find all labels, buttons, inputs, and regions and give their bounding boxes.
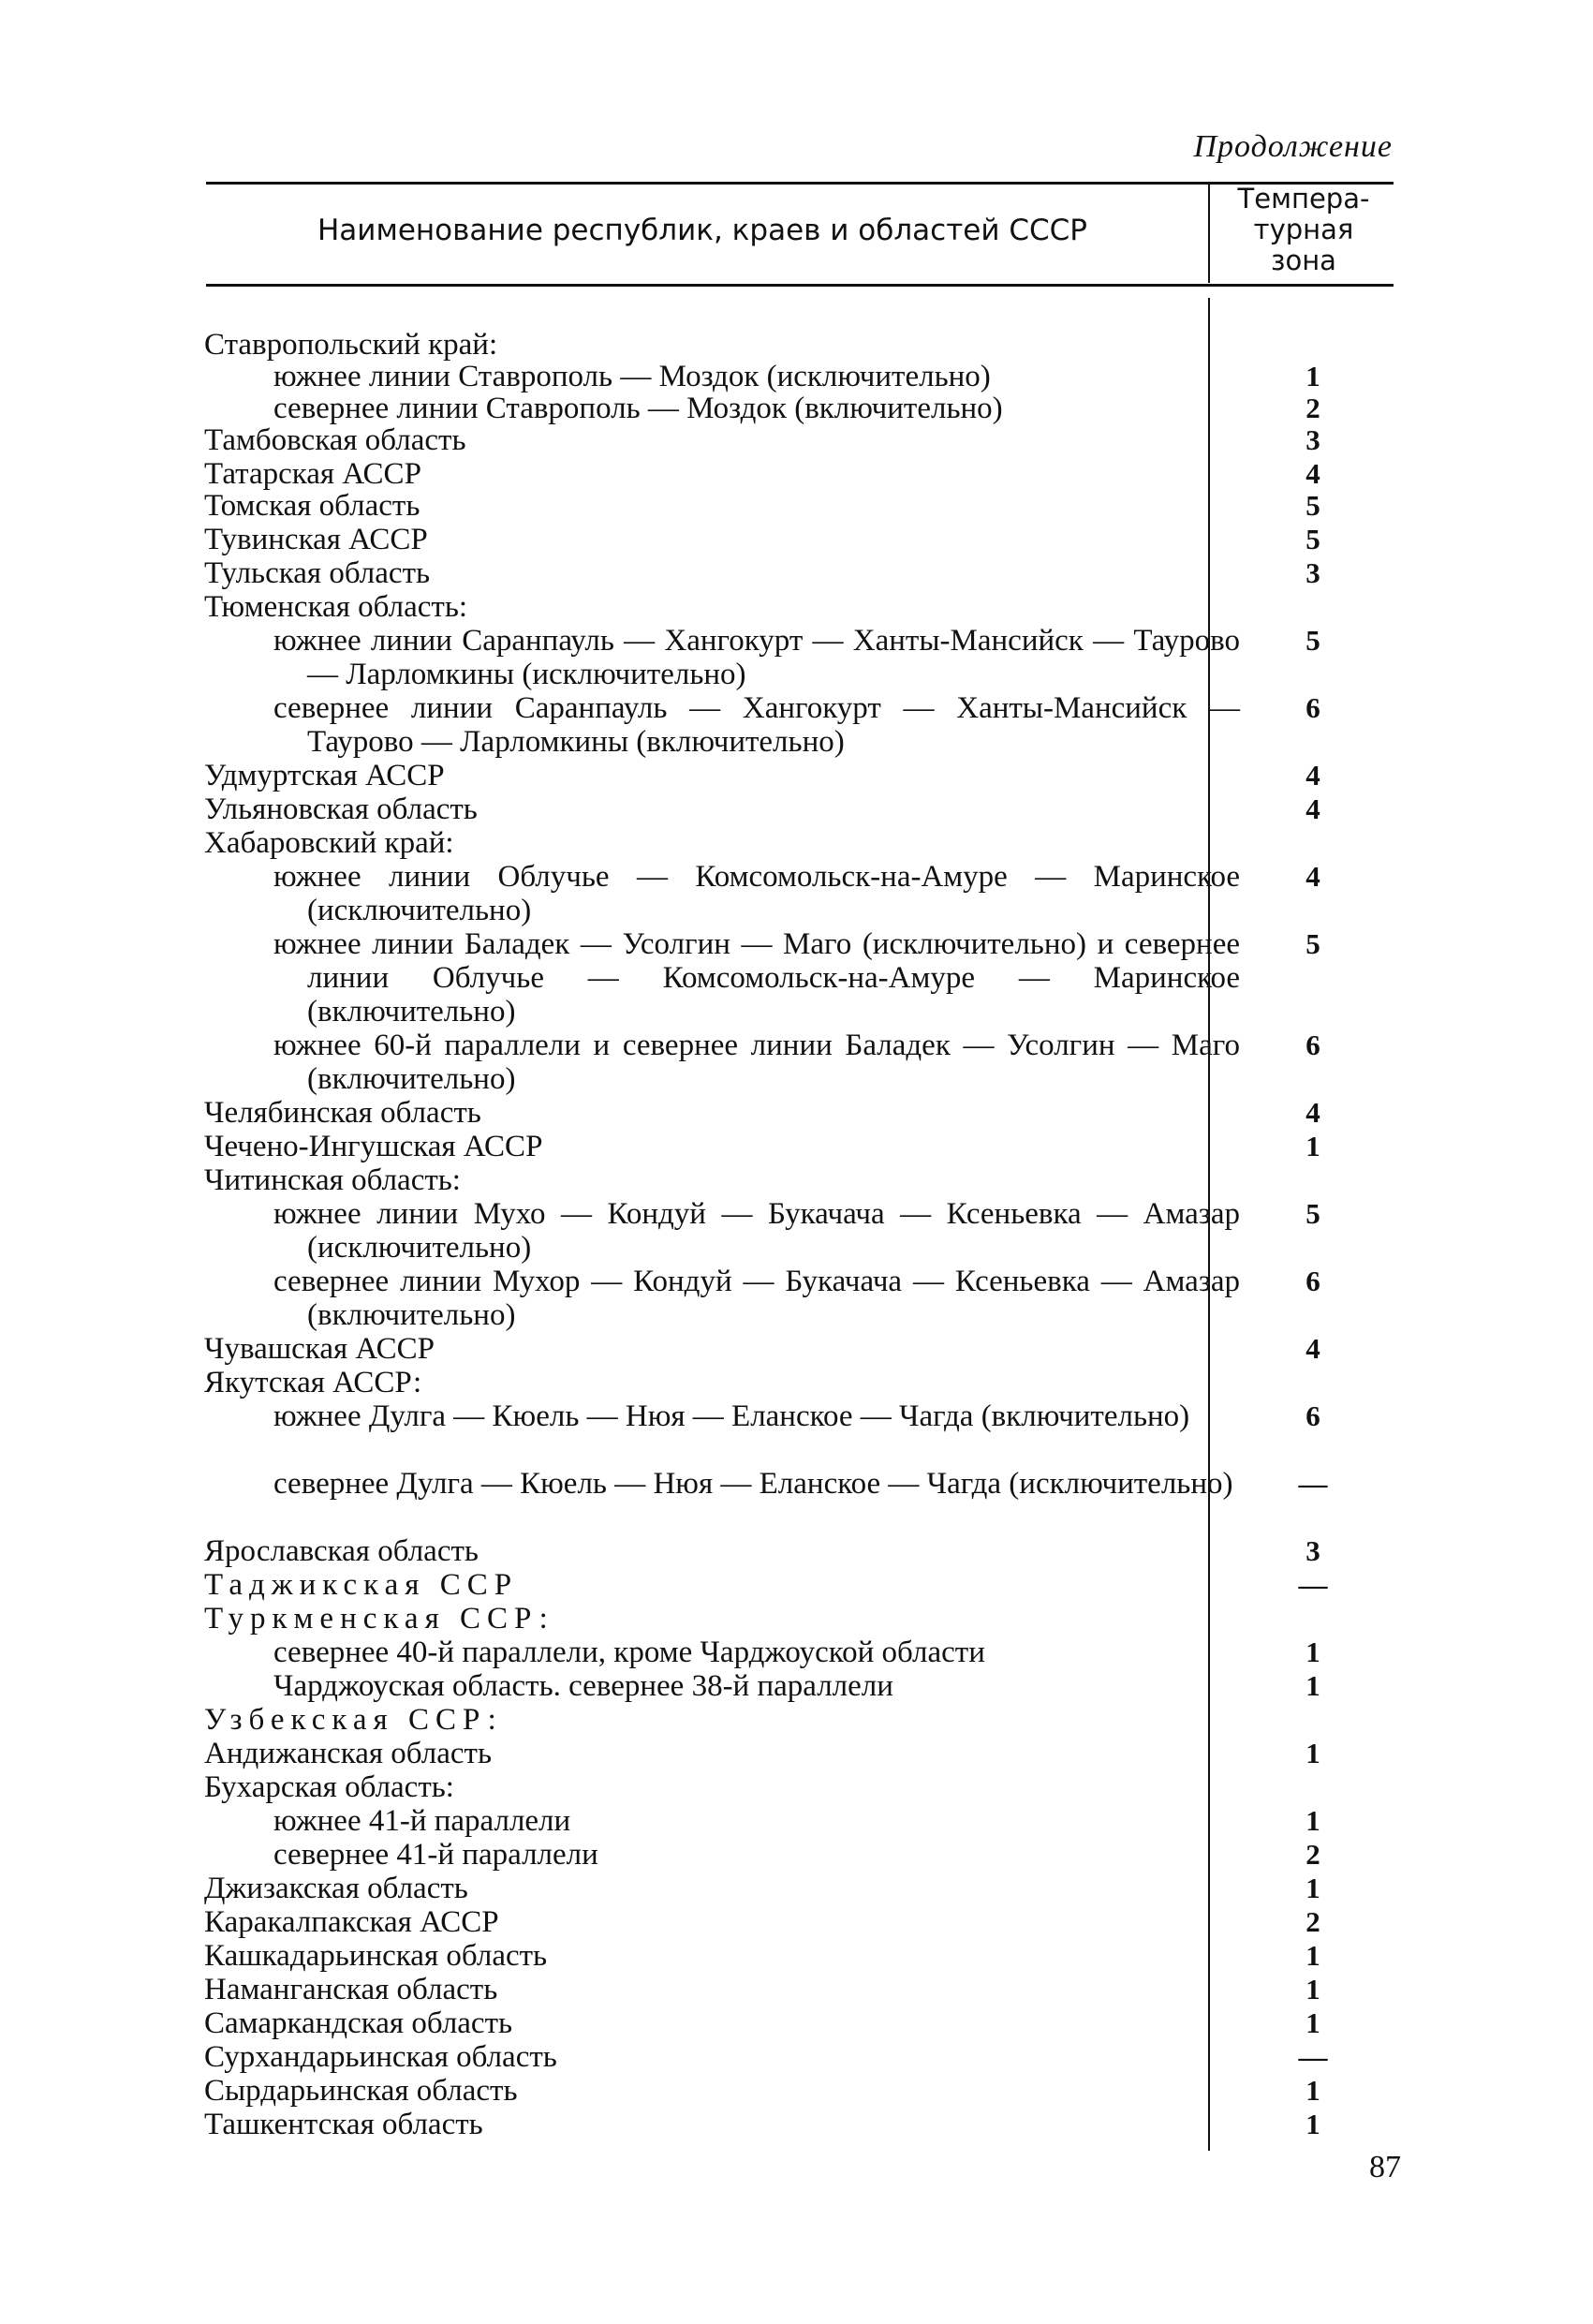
subregion-name: севернее линии Ставрополь — Моздок (включительно) — [273, 392, 1003, 425]
subregion-name: южнее линии Облучье — Комсомольск-на-Амуре — Маринское (исключительно) — [273, 860, 1240, 927]
region-name: Сырдарьинская область — [204, 2074, 518, 2108]
header-zone-column — [1210, 184, 1397, 276]
zone-value: 5 — [1305, 624, 1320, 657]
zone-value: 1 — [1305, 1669, 1320, 1702]
zone-value: 4 — [1305, 759, 1320, 792]
republic-name: Туркменская ССР: — [204, 1602, 554, 1636]
zone-value: 6 — [1305, 1265, 1320, 1297]
region-name: Джизакская область — [204, 1872, 468, 1905]
header-zone-line-2: турная — [1253, 214, 1354, 245]
zone-value: 3 — [1305, 1534, 1320, 1567]
zone-value: 2 — [1305, 1905, 1320, 1938]
region-name: Наманганская область — [204, 1973, 498, 2006]
zone-value: 6 — [1305, 1029, 1320, 1061]
zone-value: 5 — [1305, 1197, 1320, 1230]
region-name: Чечено-Ингушская АССР — [204, 1130, 543, 1163]
zone-value: 1 — [1305, 2006, 1320, 2039]
region-name: Татарская АССР — [204, 457, 421, 491]
subregion-name: южнее Дулга — Кюель — Нюя — Еланское — Чагда (включительно) — [273, 1399, 1190, 1433]
zone-value: 4 — [1305, 1096, 1320, 1129]
zone-value: 6 — [1305, 1399, 1320, 1432]
region-name: Каракалпакская АССР — [204, 1905, 499, 1939]
region-name: Хабаровский край: — [204, 826, 454, 860]
region-name: Тамбовская область — [204, 423, 466, 457]
region-name: Самаркандская область — [204, 2006, 513, 2040]
header-zone-line-1: Темпера- — [1237, 183, 1370, 215]
zone-value: — — [1298, 1467, 1328, 1500]
zone-value: 4 — [1305, 1332, 1320, 1365]
subregion-name: Чарджоуская область. севернее 38-й параллели — [273, 1669, 893, 1703]
zone-value: 1 — [1305, 1872, 1320, 1904]
zone-value: 4 — [1305, 457, 1320, 490]
zone-value: — — [1298, 1568, 1328, 1601]
subregion-name: южнее линии Саранпауль — Хангокурт — Ханты-Мансийск — Таурово — Ларломкины (исключительно) — [273, 624, 1240, 691]
region-name: Томская область — [204, 489, 420, 523]
zone-value: 4 — [1305, 792, 1320, 825]
region-name: Тюменская область: — [204, 590, 468, 624]
region-name: Ульяновская область — [204, 792, 478, 826]
subregion-name: севернее 40-й параллели, кроме Чарджоуской области — [273, 1636, 985, 1669]
region-name: Тувинская АССР — [204, 523, 428, 556]
region-name: Бухарская область: — [204, 1770, 454, 1804]
region-name: Кашкадарьинская область — [204, 1939, 548, 1973]
region-name: Чувашская АССР — [204, 1332, 435, 1366]
republic-name: Таджикская ССР — [204, 1568, 519, 1602]
region-name: Тульская область — [204, 556, 431, 590]
zone-value: 1 — [1305, 2074, 1320, 2107]
subregion-name: южнее 41-й параллели — [273, 1804, 571, 1838]
page-number: 87 — [1369, 2150, 1401, 2184]
zone-value: — — [1298, 2040, 1328, 2073]
zone-value: 4 — [1305, 860, 1320, 893]
subregion-name: южнее линии Ставрополь — Моздок (исключительно) — [273, 360, 991, 393]
zone-value: 5 — [1305, 927, 1320, 960]
region-name: Якутская АССР: — [204, 1366, 422, 1399]
region-name: Читинская область: — [204, 1163, 461, 1197]
zone-value: 2 — [1305, 1838, 1320, 1871]
region-name: Челябинская область — [204, 1096, 481, 1130]
subregion-name: севернее Дулга — Кюель — Нюя — Еланское — Чагда (исключительно) — [273, 1467, 1233, 1501]
subregion-name: севернее 41-й параллели — [273, 1838, 598, 1872]
subregion-name: севернее линии Саранпауль — Хангокурт — Ханты-Мансийск — Таурово — Ларломкины (включительно) — [273, 691, 1240, 759]
zone-value: 1 — [1305, 1973, 1320, 2006]
zone-value: 1 — [1305, 1737, 1320, 1769]
zone-value: 1 — [1305, 1130, 1320, 1162]
zone-value: 1 — [1305, 360, 1320, 392]
zone-value: 6 — [1305, 691, 1320, 724]
zone-value: 3 — [1305, 556, 1320, 589]
region-name: Андижанская область — [204, 1737, 493, 1770]
zone-value: 1 — [1305, 2108, 1320, 2140]
region-name: Удмуртская АССР — [204, 759, 445, 792]
header-zone-line-3: зона — [1271, 244, 1336, 276]
region-name: Сурхандарьинская область — [204, 2040, 557, 2074]
header-name-column: Наименование республик, краев и областей СССР — [317, 214, 1087, 247]
region-name: Ставропольский край: — [204, 328, 498, 362]
zone-value: 3 — [1305, 423, 1320, 456]
republic-name: Узбекская ССР: — [204, 1703, 503, 1737]
zone-value: 2 — [1305, 392, 1320, 424]
zone-value: 5 — [1305, 489, 1320, 522]
zone-value: 1 — [1305, 1636, 1320, 1668]
region-name: Ярославская область — [204, 1534, 479, 1568]
region-name: Ташкентская область — [204, 2108, 483, 2141]
subregion-name: южнее линии Баладек — Усолгин — Маго (исключительно) и севернее линии Облучье — Комсомольск-на-Амуре — Маринское (включительно) — [273, 927, 1240, 1029]
table-header-rule — [206, 284, 1394, 287]
subregion-name: севернее линии Мухор — Кондуй — Букачача — Ксеньевка — Амазар (включительно) — [273, 1265, 1240, 1332]
zone-value: 1 — [1305, 1939, 1320, 1972]
continuation-label: Продолжение — [1193, 129, 1393, 164]
subregion-name: южнее линии Мухо — Кондуй — Букачача — Ксеньевка — Амазар (исключительно) — [273, 1197, 1240, 1265]
zone-value: 1 — [1305, 1804, 1320, 1837]
subregion-name: южнее 60-й параллели и севернее линии Баладек — Усолгин — Маго (включительно) — [273, 1029, 1240, 1096]
zone-value: 5 — [1305, 523, 1320, 555]
